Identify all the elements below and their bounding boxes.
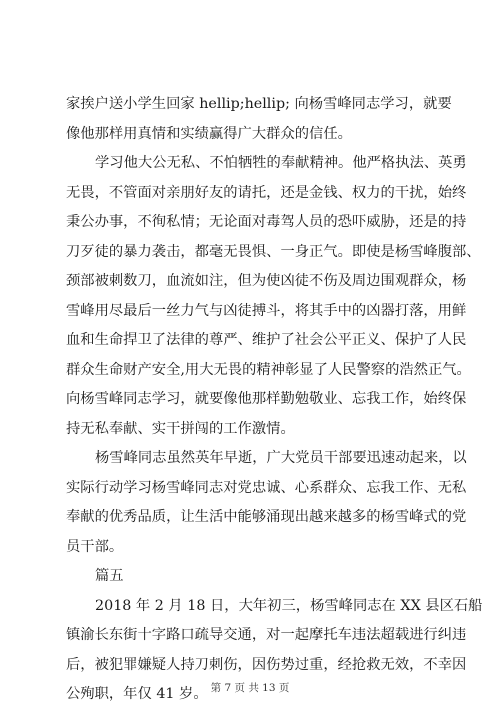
text-line: 后，被犯罪嫌疑人持刀刺伤，因伤势过重，经抢救无效，不幸因	[66, 656, 467, 673]
text-line: 杨雪峰同志虽然英年早逝，广大党员干部要迅速动起来，以	[95, 450, 467, 466]
paragraph-1	[66, 90, 452, 149]
paragraph-3	[66, 444, 467, 562]
text-line: 像他那样用真情和实绩赢得广大群众的信任。	[66, 125, 352, 142]
text-line: 公殉职，年仅 41 岁。	[66, 686, 208, 702]
text-line: 秉公办事，不徇私情；无论面对毒驾人员的恐吓威胁，还是的持	[66, 214, 467, 230]
text-line: 员干部。	[66, 538, 124, 555]
text-line: 学习他大公无私、不怕牺牲的奉献精神。他严格执法、英勇	[95, 155, 467, 171]
text-line: 持无私奉献、实干拼闯的工作激情。	[66, 420, 295, 437]
document-body	[66, 90, 483, 710]
text-line: 无畏，不管面对亲朋好友的请托，还是金钱、权力的干扰，始终	[66, 184, 467, 201]
paragraph-2	[66, 149, 481, 444]
page-footer: 第 7 页 共 13 页	[210, 682, 290, 694]
text-line: 2018 年 2 月 18 日，大年初三，杨雪峰同志在 XX 县区石船	[95, 597, 483, 614]
text-line: 篇五	[95, 568, 124, 584]
text-line: 雪峰用尽最后一丝力气与凶徒搏斗，将其手中的凶器打落，用鲜	[66, 302, 467, 319]
text-line: 群众生命财产安全,用大无畏的精神彰显了人民警察的浩然正气。	[66, 361, 471, 378]
text-line: 向杨雪峰同志学习，就要像他那样勤勉敬业、忘我工作，始终保	[66, 391, 467, 407]
text-line: 实际行动学习杨雪峰同志对党忠诚、心系群众、忘我工作、无私	[66, 479, 467, 496]
text-line: 奉献的优秀品质，让生活中能够涌现出越来越多的杨雪峰式的党	[66, 509, 467, 525]
text-line: 刀歹徒的暴力袭击，都毫无畏惧、一身正气。即使是杨雪峰腹部、	[66, 243, 481, 260]
text-line: 血和生命捍卫了法律的尊严、维护了社会公平正义、保护了人民	[66, 332, 467, 348]
section-heading	[66, 562, 438, 592]
text-line: 颈部被刺数刀，血流如注，但为使凶徒不伤及周边围观群众，杨	[66, 273, 467, 289]
text-line: 家挨户送小学生回家 hellip;hellip; 向杨雪峰同志学习，就要	[66, 96, 452, 112]
text-line: 镇渝长东街十字路口疏导交通，对一起摩托车违法超载进行纠违	[66, 627, 467, 643]
